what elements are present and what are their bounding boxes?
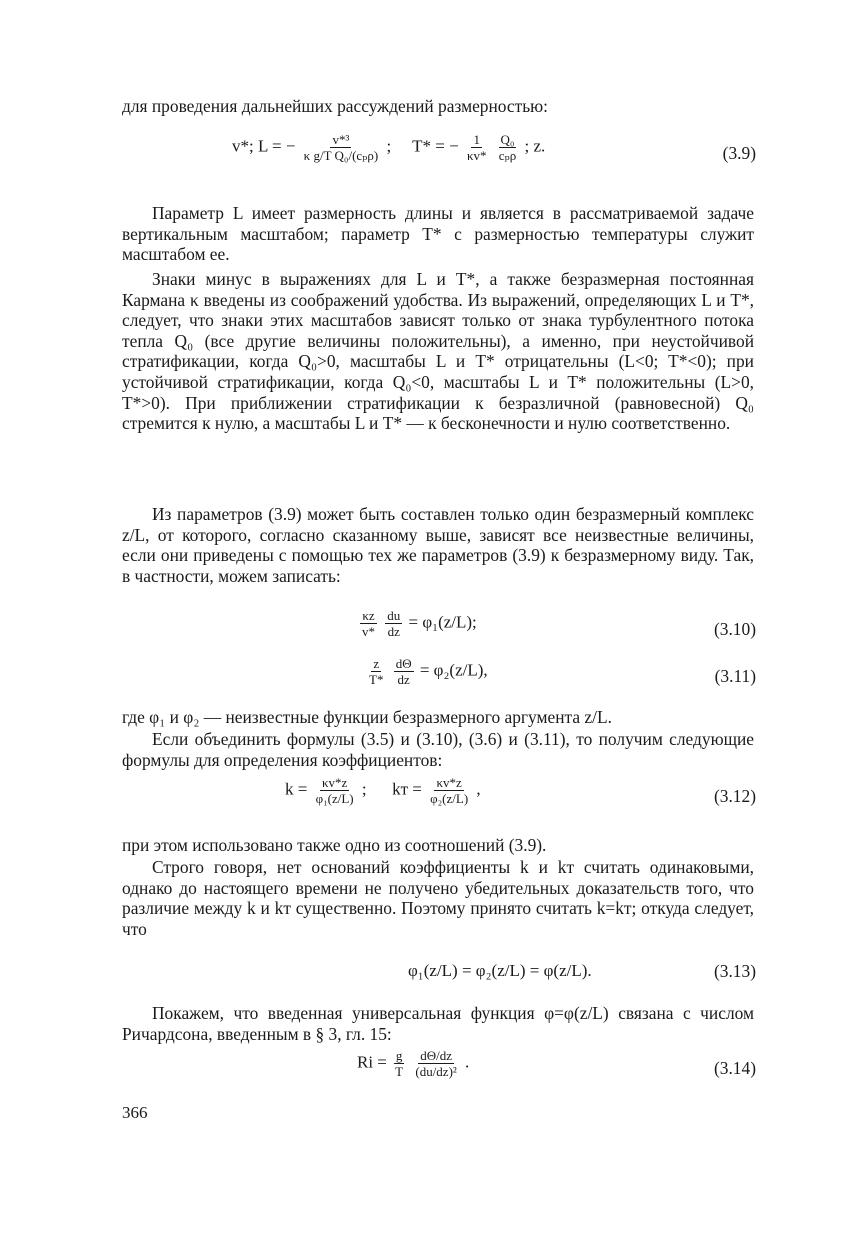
paragraph-6: при этом использовано также одно из соотношений (3.9). bbox=[122, 835, 547, 855]
eq-3-9-tail: ; z. bbox=[524, 136, 546, 156]
eq-number-3-14: (3.14) bbox=[713, 1058, 756, 1078]
paragraph-7: Строго говоря, нет оснований коэффициенты k и kт считать одинаковыми, однако до настоящего времени не получено убедительных доказательств того, что различие между k и kт существенно. Поэтому принято считать k=kт; откуда следует, что bbox=[122, 857, 754, 939]
paragraph-8: Покажем, что введенная универсальная функция φ=φ(z/L) связана с числом Ричардсона, введенным в § 3, гл. 15: bbox=[122, 1003, 754, 1044]
eq-3-12-num1: κv*z bbox=[321, 775, 348, 790]
eq-3-12-frac1 bbox=[314, 775, 356, 806]
eq-3-11-frac1 bbox=[367, 656, 385, 687]
eq-3-12-frac2 bbox=[428, 775, 470, 806]
page-number: 366 bbox=[122, 1103, 148, 1122]
eq-3-9-den2: κv* bbox=[466, 148, 487, 163]
equation-3-13: φ₁(z/L) = φ₂(z/L) = φ(z/L). bbox=[408, 961, 592, 980]
eq-3-12-den1: φ₁(z/L) bbox=[315, 791, 354, 806]
paragraph-1: Параметр L имеет размерность длины и является в рассматриваемой задаче вертикальным масштабом; параметр T* с размерностью температуры служит масштабом ее. bbox=[122, 203, 754, 265]
eq-number-3-12: (3.12) bbox=[713, 786, 756, 806]
eq-3-14-den2: (du/dz)² bbox=[415, 1064, 457, 1079]
eq-3-14-num2: dΘ/dz bbox=[420, 1048, 452, 1063]
eq-3-9-num1: v*³ bbox=[332, 132, 350, 147]
paragraph-2: Знаки минус в выражениях для L и T*, а также безразмерная постоянная Кармана κ введены из соображений удобства. Из выражений, определяющих L и T*, следует, что знаки этих масштабов зависят только от знака турбулентного потока тепла Q₀ (все другие величины положительны), а именно, при неустойчивой стратификации, когда Q₀>0, масштабы L и T* отрицательны (L<0; T*<0); при устойчивой стратификации, когда Q₀<0, масштабы L и T* положительны (L>0, T*>0). При приближении стратификации к безразличной (равновесной) Q₀ стремится к нулю, а масштабы L и T* — к бесконечности и нулю соответственно. bbox=[122, 269, 754, 434]
intro-line: для проведения дальнейших рассуждений размерностью: bbox=[122, 96, 549, 116]
eq-3-11-rhs: = φ₂(z/L), bbox=[419, 660, 488, 680]
eq-3-11-den1: T* bbox=[369, 672, 384, 687]
eq-3-10-num2: du bbox=[387, 608, 401, 623]
eq-3-14-frac2 bbox=[413, 1048, 458, 1079]
eq-3-14-den1: T bbox=[395, 1064, 404, 1079]
equation-3-14 bbox=[357, 1048, 469, 1079]
eq-3-9-den3: cₚρ bbox=[498, 148, 517, 163]
eq-number-3-11: (3.11) bbox=[714, 666, 756, 686]
eq-3-9-num3: Q₀ bbox=[500, 132, 515, 147]
eq-3-12-lhs1: k = bbox=[285, 779, 308, 799]
eq-3-12-lhs2: kт = bbox=[392, 779, 422, 799]
eq-3-9-frac3 bbox=[497, 132, 518, 163]
equation-3-11 bbox=[365, 656, 488, 687]
eq-3-12-num2: κv*z bbox=[436, 775, 462, 790]
eq-3-10-den2: dz bbox=[387, 624, 400, 639]
eq-3-14-tail: . bbox=[465, 1052, 470, 1072]
eq-3-10-den1: v* bbox=[362, 624, 375, 639]
eq-3-9-sep: ; bbox=[386, 136, 392, 156]
eq-3-12-tail: , bbox=[476, 779, 481, 799]
equation-3-10 bbox=[358, 608, 477, 639]
eq-3-9-lhs1: v*; L = − bbox=[232, 136, 296, 156]
eq-number-3-9: (3.9) bbox=[722, 143, 756, 163]
eq-3-9-den1b: Q₀/(cₚρ) bbox=[334, 148, 379, 163]
eq-3-10-num1: κz bbox=[362, 608, 375, 623]
eq-3-9-lhs2: T* = − bbox=[412, 136, 459, 156]
eq-3-12-sep: ; bbox=[361, 779, 367, 799]
eq-3-9-num2: 1 bbox=[473, 132, 480, 147]
eq-3-10-frac1 bbox=[360, 608, 377, 639]
eq-number-3-10: (3.10) bbox=[713, 619, 756, 639]
eq-3-9-den1a: κ g/T bbox=[303, 148, 332, 163]
paragraph-4: где φ₁ и φ₂ — неизвестные функции безразмерного аргумента z/L. bbox=[122, 707, 612, 727]
eq-3-10-rhs: = φ₁(z/L); bbox=[408, 612, 477, 632]
eq-3-11-frac2 bbox=[394, 656, 414, 687]
paragraph-3: Из параметров (3.9) может быть составлен только один безразмерный комплекс z/L, от которого, согласно сказанному выше, зависят все неизвестные величины, если они приведены с помощью тех же параметров (3.9) к безразмерному виду. Так, в частности, можем записать: bbox=[122, 504, 754, 586]
eq-3-11-num2: dΘ bbox=[395, 656, 412, 671]
eq-3-9-frac2 bbox=[465, 132, 489, 163]
eq-3-11-den2: dz bbox=[397, 672, 410, 687]
equation-3-9 bbox=[232, 132, 545, 163]
eq-number-3-13: (3.13) bbox=[713, 961, 756, 981]
eq-3-12-den2: φ₂(z/L) bbox=[430, 791, 469, 806]
eq-3-9-den1 bbox=[302, 148, 381, 163]
eq-3-14-frac1 bbox=[393, 1048, 405, 1079]
eq-3-14-num1: g bbox=[395, 1048, 403, 1063]
eq-3-14-lhs: Ri = bbox=[357, 1052, 387, 1072]
equation-3-12 bbox=[285, 775, 481, 806]
paragraph-5: Если объединить формулы (3.5) и (3.10), (3.6) и (3.11), то получим следующие формулы для определения коэффициентов: bbox=[122, 729, 754, 770]
eq-3-9-frac1 bbox=[302, 132, 381, 163]
eq-3-10-frac2 bbox=[385, 608, 402, 639]
eq-3-11-num1: z bbox=[373, 656, 380, 671]
